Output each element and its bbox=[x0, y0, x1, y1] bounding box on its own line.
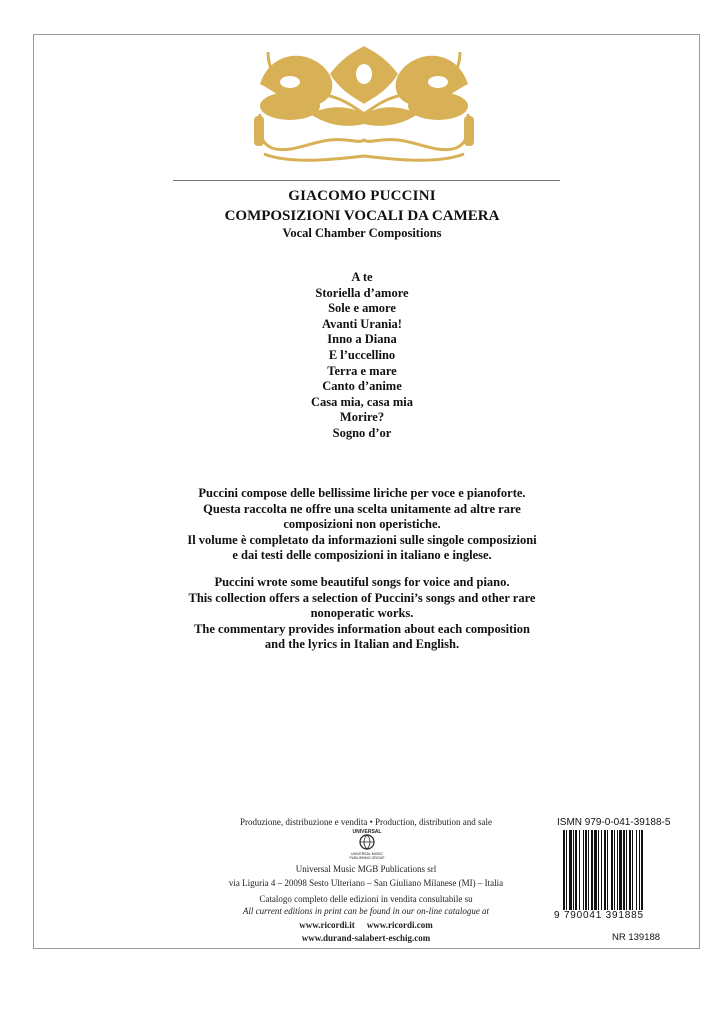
barcode-bar bbox=[583, 830, 584, 910]
barcode-bar bbox=[573, 830, 574, 910]
universal-logo bbox=[343, 827, 391, 863]
barcode-bar bbox=[588, 830, 589, 910]
barcode-bar bbox=[575, 830, 577, 910]
description-line: Il volume è completato da informazioni sulle singole composizioni bbox=[187, 532, 537, 547]
catalog-note-italian: Catalogo completo delle edizioni in vendita consultabile su bbox=[259, 894, 473, 904]
barcode-bar bbox=[614, 830, 615, 910]
song-item: Casa mia, casa mia bbox=[310, 394, 414, 409]
song-item: Morire? bbox=[339, 410, 385, 425]
barcode-bar bbox=[594, 830, 597, 910]
composer-name: GIACOMO PUCCINI bbox=[288, 188, 436, 204]
logo-wordmark: UNIVERSAL bbox=[352, 829, 382, 835]
barcode-bar bbox=[585, 830, 587, 910]
logo-line: PUBLISHING GROUP bbox=[349, 856, 385, 860]
distribution-line: Produzione, distribuzione e vendita • Production, distribution and sale bbox=[239, 817, 493, 827]
collection-subtitle: Vocal Chamber Compositions bbox=[282, 226, 442, 240]
song-item: Sole e amore bbox=[328, 301, 396, 316]
description-line: e dai testi delle composizioni in italiano e inglese. bbox=[232, 548, 492, 563]
description-english bbox=[0, 575, 724, 653]
barcode-bar bbox=[563, 830, 565, 910]
song-item: Inno a Diana bbox=[327, 332, 397, 347]
barcode-bar bbox=[569, 830, 572, 910]
barcode-number: 9 790041 391885 bbox=[554, 910, 644, 921]
song-item: A te bbox=[351, 270, 373, 284]
barcode-bar bbox=[604, 830, 606, 910]
catalog-note-english: All current editions in print can be found in our on-line catalogue at bbox=[242, 906, 490, 916]
barcode-bar bbox=[617, 830, 618, 910]
song-item: Sogno d’or bbox=[332, 425, 392, 440]
publisher-address: via Liguria 4 – 20098 Sesto Ulteriano – San Giuliano Milanese (MI) – Italia bbox=[228, 878, 504, 888]
description-line: This collection offers a selection of Puccini’s songs and other rare bbox=[188, 590, 536, 605]
song-list bbox=[0, 270, 724, 442]
barcode-bar bbox=[636, 830, 637, 910]
barcode-bar bbox=[611, 830, 613, 910]
barcode-bar bbox=[639, 830, 640, 910]
description-line: Puccini compose delle bellissime liriche per voce e pianoforte. bbox=[198, 486, 526, 500]
ornament-graphic bbox=[250, 44, 478, 172]
header-rule bbox=[173, 180, 560, 181]
song-item: Terra e mare bbox=[327, 363, 397, 378]
song-item: Avanti Urania! bbox=[322, 316, 402, 331]
description-line: Questa raccolta ne offre una scelta unitamente ad altre rare bbox=[203, 501, 521, 516]
ismn-code: ISMN 979-0-041-39188-5 bbox=[557, 817, 671, 828]
barcode-bar bbox=[632, 830, 633, 910]
song-item: Storiella d’amore bbox=[315, 285, 409, 300]
description-line: composizioni non operistiche. bbox=[283, 517, 441, 532]
song-item: E l’uccellino bbox=[328, 347, 396, 362]
website-links bbox=[200, 920, 532, 930]
description-line: nonoperatic works. bbox=[310, 606, 414, 621]
barcode-bar bbox=[619, 830, 622, 910]
description-line: The commentary provides information about each composition bbox=[194, 621, 530, 636]
description-line: Puccini wrote some beautiful songs for voice and piano. bbox=[214, 575, 510, 589]
barcode-bar bbox=[629, 830, 631, 910]
barcode-graphic bbox=[562, 830, 668, 910]
barcode-bar bbox=[579, 830, 580, 910]
barcode-bar bbox=[591, 830, 593, 910]
publisher-name: Universal Music MGB Publications srl bbox=[295, 864, 437, 874]
barcode-bar bbox=[626, 830, 627, 910]
barcode-bar bbox=[623, 830, 625, 910]
catalog-number: NR 139188 bbox=[612, 932, 661, 943]
logo-line: UNIVERSAL MUSIC bbox=[351, 852, 383, 856]
collection-title: COMPOSIZIONI VOCALI DA CAMERA bbox=[224, 208, 500, 224]
description-line: and the lyrics in Italian and English. bbox=[264, 637, 460, 652]
website-link[interactable]: www.ricordi.com bbox=[366, 920, 433, 930]
barcode-bar bbox=[607, 830, 608, 910]
barcode-bar bbox=[598, 830, 599, 910]
website-link[interactable]: www.durand-salabert-eschig.com bbox=[301, 933, 431, 943]
description-italian bbox=[0, 486, 724, 564]
barcode-bar bbox=[566, 830, 567, 910]
barcode-bar bbox=[601, 830, 602, 910]
barcode-bar bbox=[641, 830, 643, 910]
song-item: Canto d’anime bbox=[322, 379, 402, 394]
website-link[interactable]: www.ricordi.it bbox=[299, 920, 355, 930]
